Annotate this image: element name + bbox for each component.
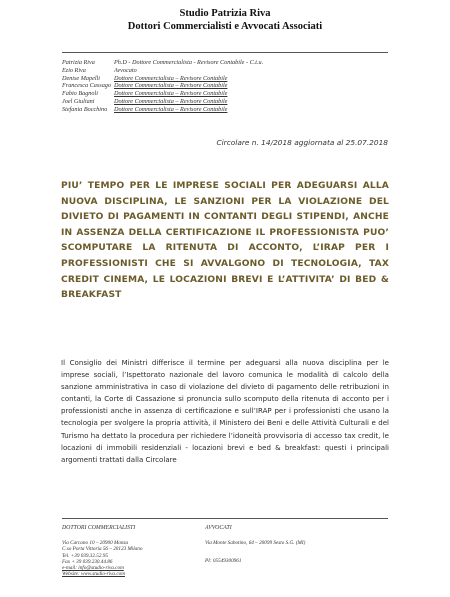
document-title: PIU’ TEMPO PER LE IMPRESE SOCIALI PER ADEGUARSI ALLA NUOVA DISCIPLINA, LE SANZIONI PER LA VIOLAZIONE DEL DIVIETO DI PAGAMENTI IN CONTANTI DEGLI STIPENDI, ANCHE IN ASSENZA DELLA CERTIFICAZIONE IL PROFESSIONISTA PUO’ SCOMPUTARE LA RITENUTA DI ACCONTO, L’IRAP PER I PROFESSIONISTI CHE SI AVVALGONO DI TECNOLOGIA, TAX CREDIT CINEMA, LE LOCAZIONI BREVI E L’ATTIVITA’ DI BED & BREAKFAST — [61, 181, 389, 301]
staff-role: Avvocato — [114, 66, 137, 74]
staff-name: Fabio Bagnoli — [62, 90, 98, 98]
staff-role: Dottore Commercialista – Revisore Contabile — [114, 97, 228, 105]
staff-name: Joel Giuliani — [62, 97, 95, 105]
footer-fax: Fax + 39 039.230.44.86 — [62, 558, 113, 565]
header-divider — [62, 52, 388, 53]
staff-row — [62, 98, 392, 106]
firm-name: Studio Patrizia Riva — [179, 8, 271, 19]
staff-role: Dottore Commercialista – Revisore Contabile — [114, 105, 228, 113]
footer-address-monza: Via Carcano 10 – 20900 Monza — [62, 540, 129, 546]
staff-list — [62, 59, 392, 114]
staff-name: Patrizia Riva — [62, 59, 95, 66]
staff-name: Stefania Bocchino — [62, 105, 108, 113]
staff-row — [62, 67, 392, 75]
summary-paragraph: Il Consiglio dei Ministri differisce il termine per adeguarsi alla nuova disciplina per le imprese sociali, l’Ispettorato nazionale del lavoro comunica le modalità di calcolo della sanzione amministrativa in caso di violazione del divieto di pagamento delle retribuzioni in contanti, la Corte di Cassazione si pronuncia sullo scomputo della ritenuta di acconto per i professionisti anche in assenza di certificazione e sull’IRAP per i professionisti che usano la tecnologia per svolgere la propria attività, il Ministero dei Beni e delle Attività Culturali e del Turismo ha dettato la procedura per richiedere l’idoneità provvisoria di accesso tax credit, le locazioni di immobili residenziali - locazioni brevi e bed & breakfast: questi i principali argomenti trattati dalla Circolare — [61, 358, 389, 464]
firm-subtitle: Dottori Commercialisti e Avvocati Associati — [127, 21, 323, 32]
circular-reference: Circolare n. 14/2018 aggiornata al 25.07.2018 — [216, 138, 388, 147]
staff-role: Dottore Commercialista – Revisore Contabile — [114, 90, 228, 98]
footer-email-link[interactable]: e-mail: info@studio-riva.com — [62, 565, 124, 572]
footer-accountants-heading: DOTTORI COMMERCIALISTI — [62, 525, 136, 531]
staff-row — [62, 90, 392, 98]
staff-name: Ezio Riva — [62, 66, 86, 74]
staff-row — [62, 82, 392, 90]
letterhead — [0, 7, 450, 33]
staff-row — [62, 59, 392, 67]
footer-lawyers-heading: AVVOCATI — [205, 525, 232, 531]
staff-row — [62, 75, 392, 83]
footer-address-milano: C.so Porta Vittoria 56 – 20123 Milano — [62, 546, 143, 553]
footer-lawyers-address: Via Monte Sabotino, 64 – 20099 Sesto S.G. (MI) — [205, 540, 306, 546]
footer-lawyers — [205, 524, 365, 565]
staff-row — [62, 106, 392, 114]
footer-divider — [62, 518, 388, 519]
footer-accountants — [62, 524, 182, 578]
staff-role: Ph.D - Dottore Commercialista - Revisore Contabile - C.t.u. — [114, 59, 264, 66]
footer-website-link[interactable]: Website: www.studio-riva.com — [62, 571, 125, 578]
staff-name: Denise Mapelli — [62, 74, 100, 82]
staff-name: Francesca Cassago — [62, 82, 111, 90]
staff-role: Dottore Commercialista – Revisore Contabile — [114, 82, 228, 90]
footer-phone: Tel. +39 039.32.52.95 — [62, 552, 108, 559]
staff-role: Dottore Commercialista – Revisore Contabile — [114, 74, 228, 82]
footer-vat-number: PI: 05549300961 — [205, 558, 242, 565]
